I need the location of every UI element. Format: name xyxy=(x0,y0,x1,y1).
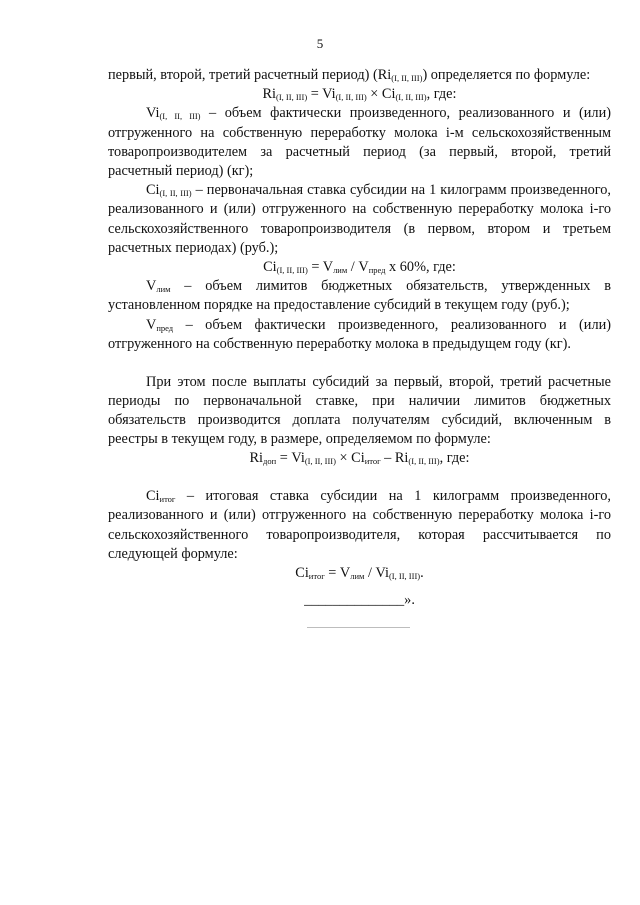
formula-ri: $Ri_{(I, II, III)} = Vi_{(I, II, III)} \times Ci_{(I, II, III)}$, где: xyxy=(262,86,457,103)
definition-vpred: $V_{пред}$ – объем фактически произведенного, реализованного и (или) отгруженного на собственную переработку молока в предыдущем году (кг). xyxy=(108,316,611,352)
definition-ci: $Ci_{(I, II, III)}$ – первоначальная ставка субсидии на 1 килограмм произведенного, реализованного и (или) отгруженного на собственную переработку молока i-го сельскохозяйственного товаропроизводителя (в первом, втором и третьем расчетных периодах) (руб.); xyxy=(108,182,611,256)
page-number: 5 xyxy=(316,36,324,51)
closing-line: ______________». xyxy=(304,592,415,609)
additional-payment-paragraph: При этом после выплаты субсидий за первый, второй, третий расчетные периоды по первоначальной ставке, при наличии лимитов бюджетных обязательств производится доплата получателям субсидий, включенным в реестры в текущем году, в размере, определяемом по формуле: xyxy=(108,373,611,448)
separator-rule xyxy=(307,627,410,628)
formula-ci: $Ci_{(I, II, III)} = V_{лим} / V_{пред}$ x 60%, где: xyxy=(263,259,456,276)
intro-paragraph: первый, второй, третий расчетный период) $(Ri_{(I, II, III)})$ определяется по формуле: xyxy=(108,67,591,83)
formula-ci-final: $Ci_{итог} = V_{лим} / Vi_{(I, II, III)}$. xyxy=(295,565,424,582)
definition-vlim: $V_{лим}$ – объем лимитов бюджетных обязательств, утвержденных в установленном порядке на предоставление субсидий в текущем году (руб.); xyxy=(108,278,611,314)
document-body xyxy=(108,66,611,610)
definition-ci-final: $Ci_{итог}$ – итоговая ставка субсидии на 1 килограмм произведенного, реализованного и (или) отгруженного на собственную переработку молока i-го сельскохозяйственного товаропроизводителя, которая рассчитывается по следующей формуле: xyxy=(108,488,611,562)
formula-ri-additional: $Ri_{доп} = Vi_{(I, II, III)} \times Ci_{итог} - Ri_{(I, II, III)}$, где: xyxy=(249,450,470,467)
definition-vi: $Vi_{(I, II, III)}$ – объем фактически произведенного, реализованного и (или) отгруженного на собственную переработку молока i-м сельскохозяйственным товаропроизводителем за расчетный период (за первый, второй, третий расчетный период) (кг); xyxy=(108,105,611,180)
